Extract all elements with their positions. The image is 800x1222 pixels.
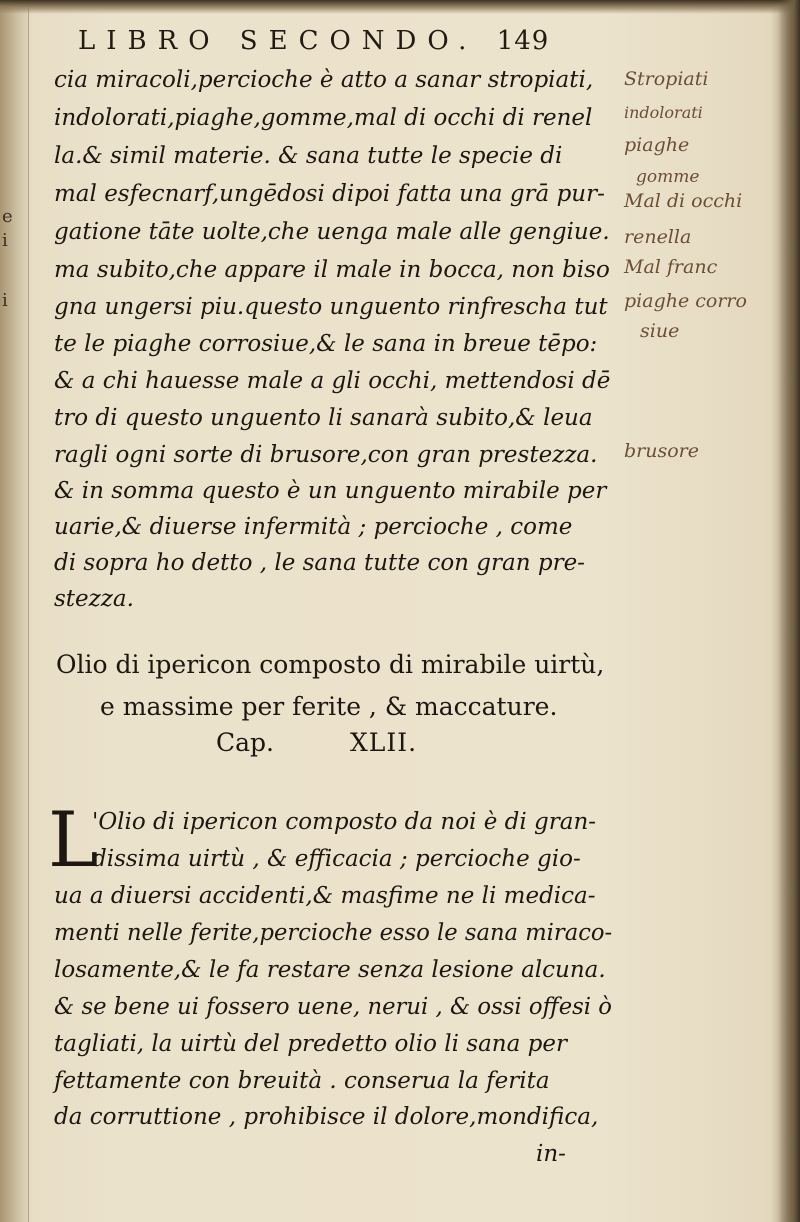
chapter-heading-line: Olio di ipericon composto di mirabile uirtù, bbox=[56, 650, 605, 679]
catchword: in- bbox=[536, 1141, 566, 1167]
text-line: gna ungersi piu.questo unguento rinfrescha tut bbox=[54, 294, 608, 320]
margin-note: Stropiati bbox=[624, 68, 709, 90]
text-line: tagliati, la uirtù del predetto olio li sana per bbox=[54, 1031, 567, 1057]
margin-note: piaghe bbox=[624, 134, 690, 156]
margin-note: brusore bbox=[624, 440, 699, 462]
margin-note: siue bbox=[640, 320, 680, 342]
text-line: la.& simil materie. & sana tutte le specie di bbox=[54, 143, 563, 169]
text-line: 'Olio di ipericon composto da noi è di gran- bbox=[92, 809, 597, 835]
edge-mark: e bbox=[2, 206, 13, 227]
text-line: losamente,& le fa restare senza lesione alcuna. bbox=[54, 957, 606, 983]
text-line: ua a diuersi accidenti,& masƒime ne li medica- bbox=[54, 883, 596, 909]
margin-note: Mal di occhi bbox=[624, 190, 743, 212]
margin-note: gomme bbox=[636, 167, 700, 187]
text-line: gatione tāte uolte,che uenga male alle gengiue. bbox=[54, 219, 610, 245]
facing-page-edge bbox=[0, 0, 29, 1222]
drop-initial: L bbox=[48, 795, 99, 884]
text-line: indolorati,piaghe,gomme,mal di occhi di renel bbox=[54, 105, 593, 131]
chapter-number: XLII. bbox=[350, 728, 418, 757]
text-line: uarie,& diuerse infermità ; percioche , come bbox=[54, 514, 573, 540]
edge-mark: i bbox=[2, 230, 8, 251]
top-shadow bbox=[0, 0, 800, 14]
text-line: & se bene ui fossero uene, nerui , & ossi offesi ò bbox=[54, 994, 612, 1020]
text-line: di sopra ho detto , le sana tutte con gran pre- bbox=[54, 550, 585, 576]
running-head bbox=[78, 26, 618, 56]
chapter-heading-line: e massime per ferite , & maccature. bbox=[100, 692, 558, 721]
text-line: & in somma questo è un unguento mirabile per bbox=[54, 478, 607, 504]
text-line: fettamente con breuità . conserua la ferita bbox=[54, 1068, 550, 1094]
text-line: dissima uirtù , & efficacia ; percioche gio- bbox=[92, 846, 581, 872]
text-line: ma subito,che appare il male in bocca, non biso bbox=[54, 257, 610, 283]
text-line: mal esfecnarf,ungēdosi dipoi fatta una grā pur- bbox=[54, 181, 605, 207]
text-line: ragli ogni sorte di brusore,con gran prestezza. bbox=[54, 442, 598, 468]
text-line: & a chi hauesse male a gli occhi, mettendosi dē bbox=[54, 368, 611, 394]
text-line: menti nelle ferite,percioche esso le sana miraco- bbox=[54, 920, 613, 946]
running-head-title: LIBRO SECONDO. bbox=[78, 26, 478, 56]
margin-note: piaghe corro bbox=[624, 290, 747, 312]
margin-note: renella bbox=[624, 226, 692, 248]
gutter-shadow bbox=[778, 0, 800, 1222]
chapter-label: Cap. bbox=[216, 728, 274, 757]
margin-note: Mal franc bbox=[624, 256, 718, 278]
text-line: cia miracoli,percioche è atto a sanar stropiati, bbox=[54, 67, 594, 93]
text-line: stezza. bbox=[54, 586, 134, 612]
page-number: 149 bbox=[496, 26, 550, 56]
margin-note: indolorati bbox=[624, 103, 703, 122]
edge-mark: i bbox=[2, 290, 8, 311]
text-line: te le piaghe corrosiue,& le sana in breue tēpo: bbox=[54, 331, 598, 357]
text-line: da corruttione , prohibisce il dolore,mondifica, bbox=[54, 1104, 599, 1130]
text-line: tro di questo unguento li sanarà subito,& leua bbox=[54, 405, 593, 431]
